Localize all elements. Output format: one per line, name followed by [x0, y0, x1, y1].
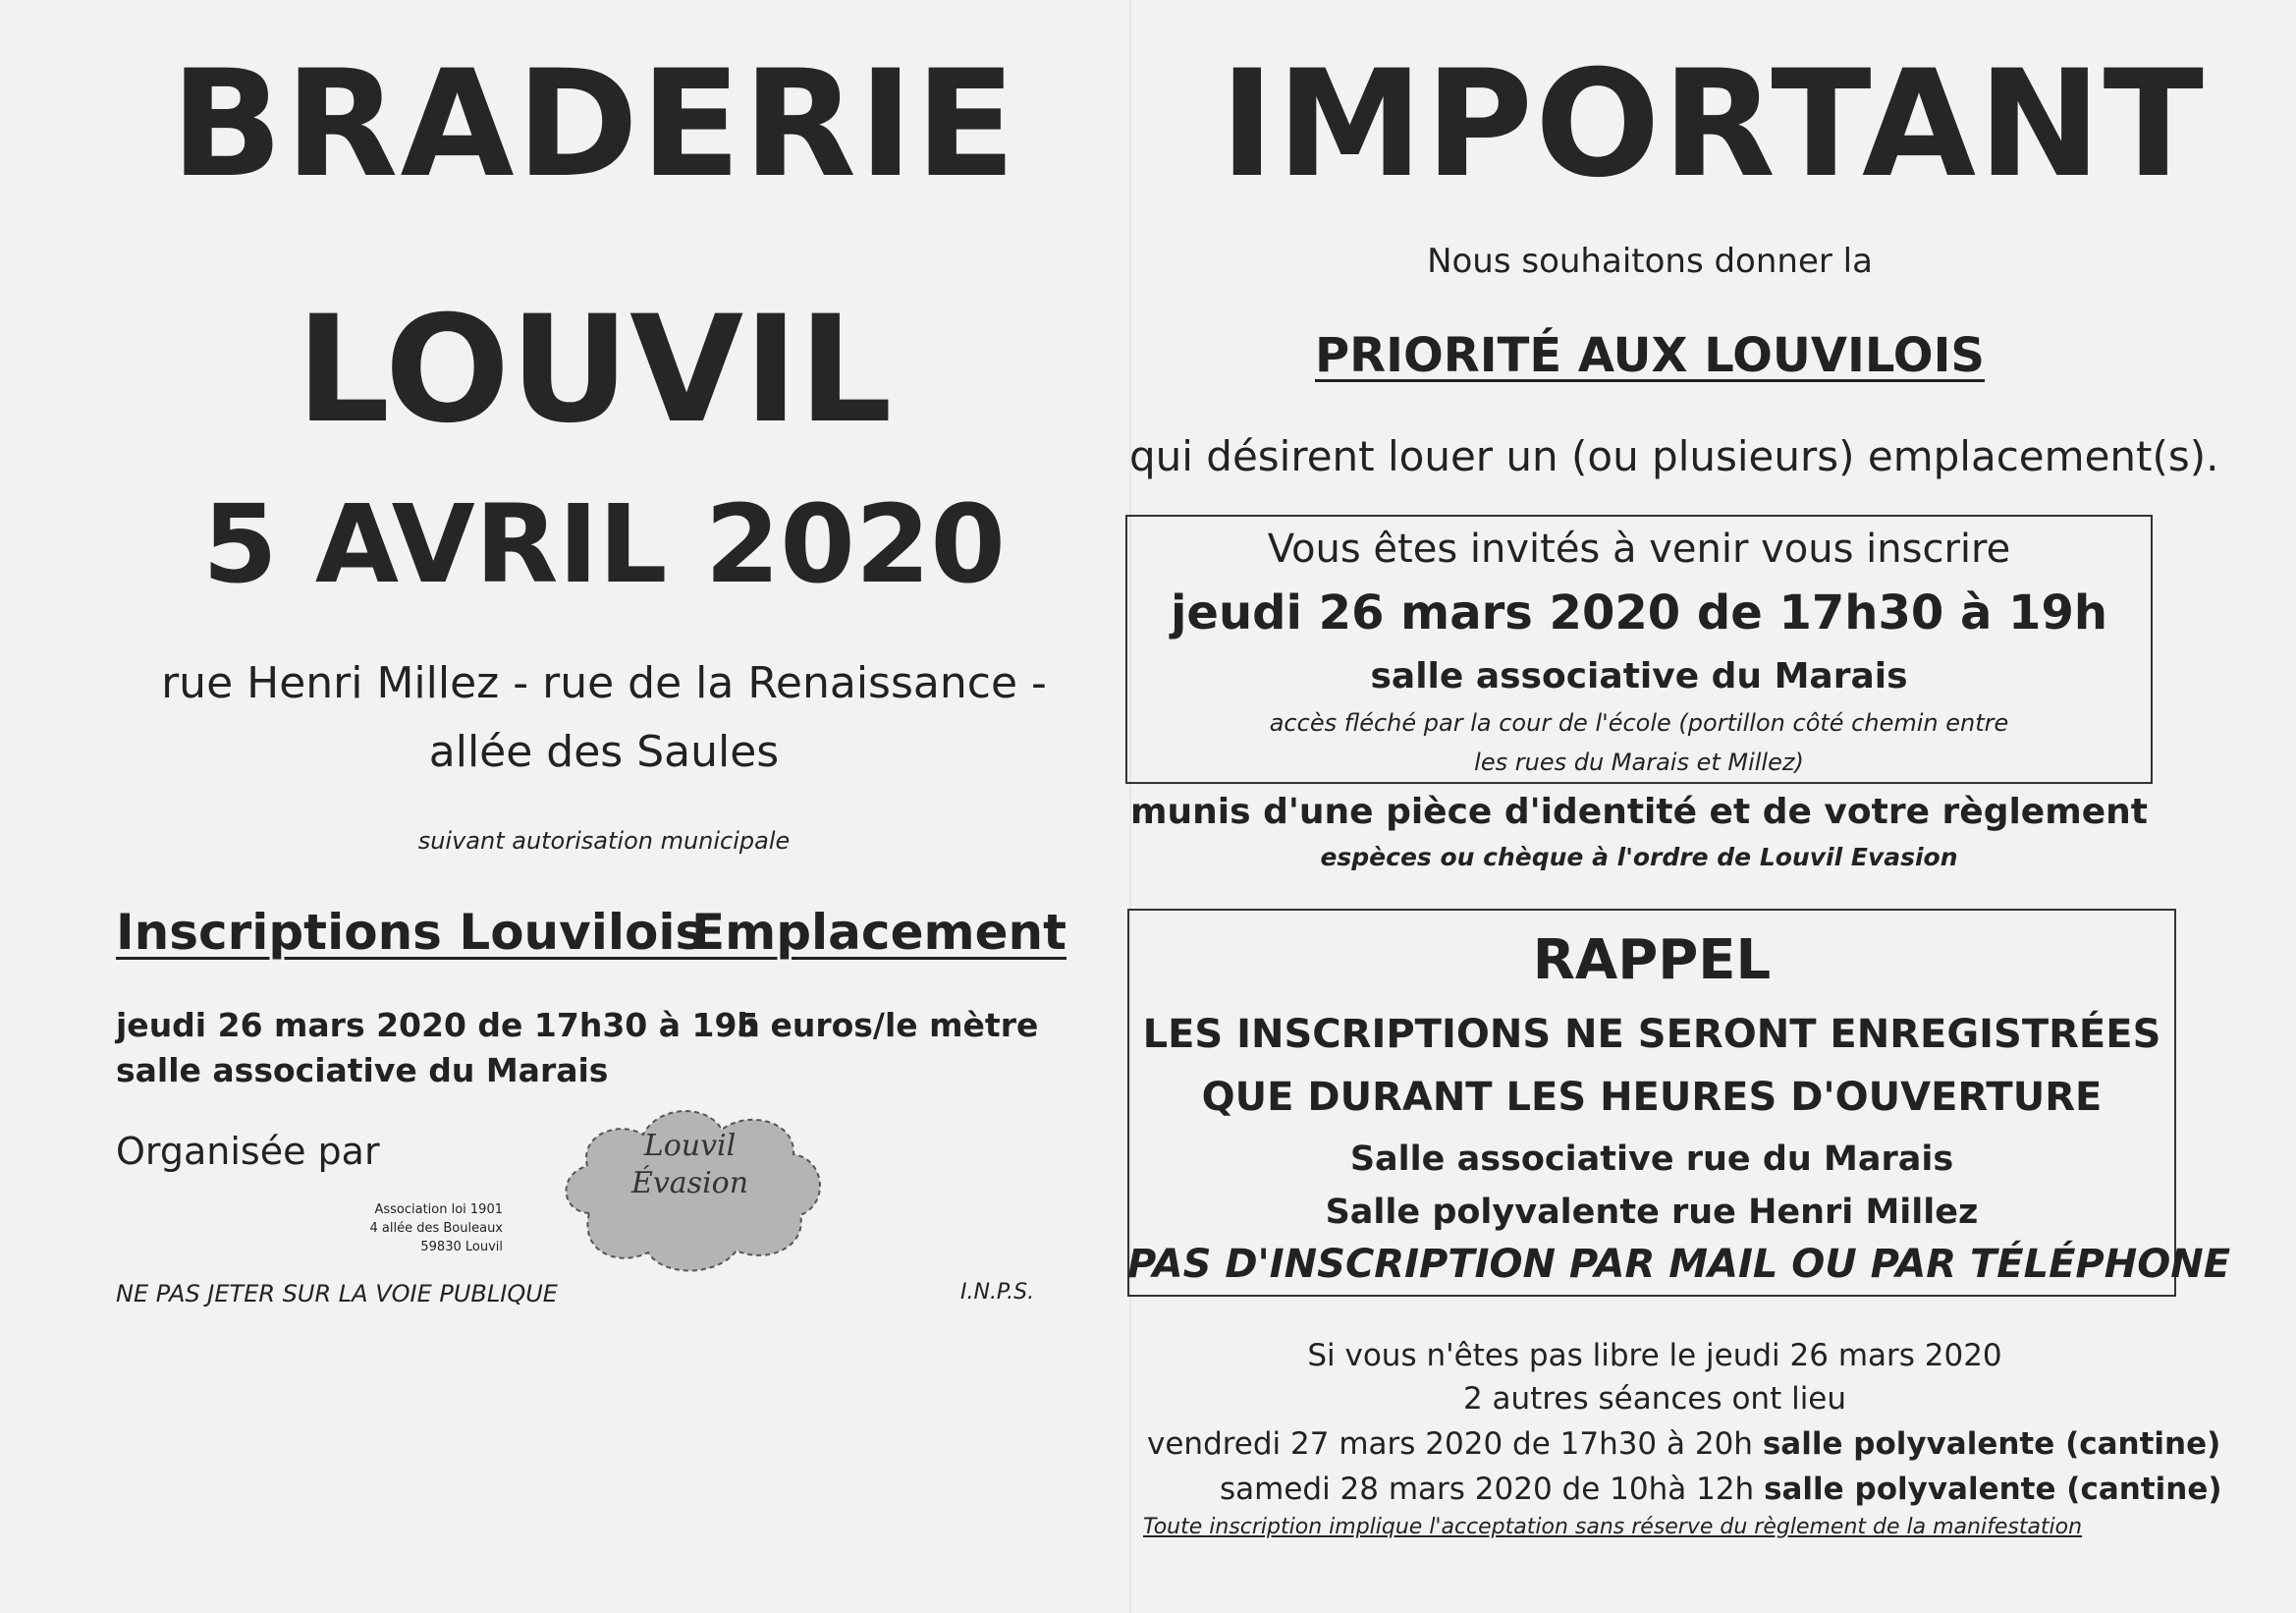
reminder-line-3: Salle associative rue du Marais	[1349, 1140, 1954, 1179]
registration-invite: Vous êtes invités à venir vous inscrire	[1267, 527, 2011, 572]
inscriptions-date: jeudi 26 mars 2020 de 17h30 à 19h	[116, 1006, 760, 1044]
reminder-heading: RAPPEL	[1532, 928, 1772, 992]
other-sessions-line-1: Si vous n'êtes pas libre le jeudi 26 mars 2020	[1307, 1338, 2002, 1373]
session-saturday	[1220, 1472, 2222, 1507]
who-text: qui désirent louer un (ou plusieurs) emplacement(s).	[1129, 432, 2219, 480]
emplacement-heading: Emplacement	[691, 904, 1066, 961]
session-saturday-date: samedi 28 mars 2020 de 10hà 12h	[1220, 1472, 1755, 1507]
session-friday-date: vendredi 27 mars 2020 de 17h30 à 20h	[1147, 1426, 1753, 1462]
intro-text: Nous souhaitons donner la	[1427, 242, 1873, 281]
disclaimer: Toute inscription implique l'acceptation sans réserve du règlement de la manifestation	[1143, 1515, 2083, 1539]
other-sessions-line-2: 2 autres séances ont lieu	[1462, 1381, 1847, 1417]
address-line-2: allée des Saules	[428, 727, 780, 777]
access-note-2: les rues du Marais et Millez)	[1474, 749, 1804, 776]
session-saturday-place: salle polyvalente (cantine)	[1764, 1472, 2222, 1507]
logo-line-1: Louvil	[643, 1129, 737, 1163]
registration-place: salle associative du Marais	[1370, 656, 1908, 696]
access-note-1: accès fléché par la cour de l'école (portillon côté chemin entre	[1269, 709, 2009, 737]
important-title: IMPORTANT	[1220, 39, 2206, 210]
printer-credit: I.N.P.S.	[960, 1280, 1035, 1305]
association-address	[346, 1200, 503, 1256]
session-friday-place: salle polyvalente (cantine)	[1762, 1426, 2221, 1462]
association-line-2: 4 allée des Bouleaux	[369, 1221, 503, 1236]
priority-text: PRIORITÉ AUX LOUVILOIS	[1314, 328, 1985, 383]
reminder-line-4: Salle polyvalente rue Henri Millez	[1325, 1193, 1979, 1232]
reminder-line-1: LES INSCRIPTIONS NE SERONT ENREGISTRÉES	[1142, 1012, 2161, 1057]
payment-methods: espèces ou chèque à l'ordre de Louvil Evasion	[1320, 843, 1958, 871]
reminder-line-2: QUE DURANT LES HEURES D'OUVERTURE	[1201, 1075, 2103, 1120]
association-line-3: 59830 Louvil	[420, 1240, 503, 1254]
registration-date: jeudi 26 mars 2020 de 17h30 à 19h	[1170, 585, 2108, 640]
town-title: LOUVIL	[296, 285, 893, 456]
braderie-title: BRADERIE	[170, 39, 1018, 210]
inscriptions-place: salle associative du Marais	[116, 1051, 609, 1089]
event-date: 5 AVRIL 2020	[202, 481, 1006, 607]
bring-documents: munis d'une pièce d'identité et de votre règlement	[1130, 792, 2148, 832]
address-line-1: rue Henri Millez - rue de la Renaissance -	[161, 658, 1047, 708]
logo-line-2: Évasion	[630, 1166, 749, 1200]
reminder-line-5: PAS D'INSCRIPTION PAR MAIL OU PAR TÉLÉPHONE	[1127, 1242, 2231, 1287]
association-line-1: Association loi 1901	[374, 1202, 503, 1217]
inscriptions-heading: Inscriptions Louvilois	[116, 904, 705, 961]
session-friday	[1147, 1426, 2220, 1462]
priority-heading	[1129, 328, 2170, 383]
authorization-note: suivant autorisation municipale	[417, 827, 791, 855]
organised-by: Organisée par	[116, 1130, 380, 1173]
footer-notice: NE PAS JETER SUR LA VOIE PUBLIQUE	[116, 1280, 558, 1307]
emplacement-price: 5 euros/le mètre	[737, 1006, 1039, 1044]
logo-text	[550, 1128, 830, 1202]
